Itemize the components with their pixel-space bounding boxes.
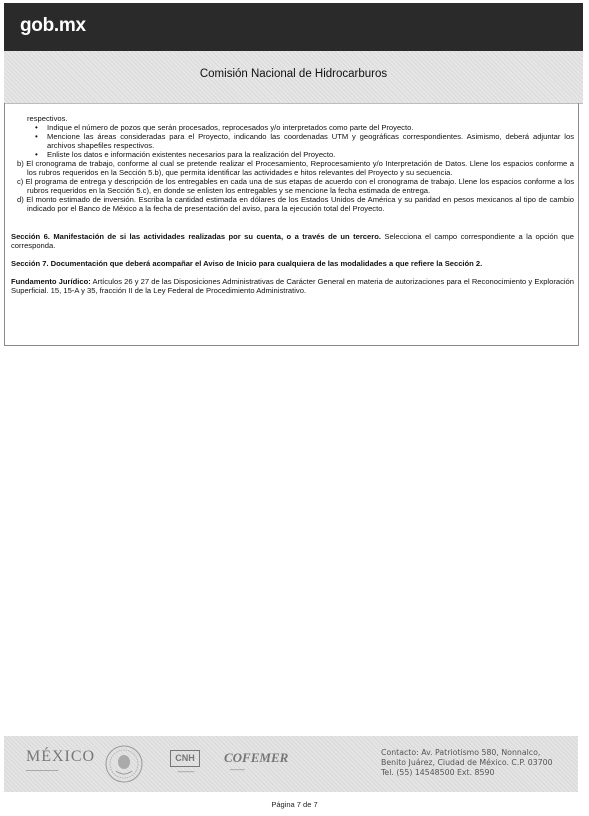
section-6-text: Selecciona el campo correspondiente a la opción que corresponda. xyxy=(11,232,574,250)
page-number: Página 7 de 7 xyxy=(271,800,318,809)
section-6 xyxy=(11,232,574,250)
mexico-logo: MÉXICO xyxy=(26,748,96,765)
list-item: d) El monto estimado de inversión. Escriba la cantidad estimada en dólares de los Estados Unidos de América y su paridad en pesos mexicanos al tipo de cambio indicado por el Banco de México a la fecha de presentación del aviso, para la ejecución total del Proyecto. xyxy=(17,195,574,213)
fundamento xyxy=(11,277,574,295)
cofemer-logo: COFEMER xyxy=(224,750,289,765)
agency-bar xyxy=(4,51,583,104)
bullet-item: • Enliste los datos e información existentes necesarios para la realización del Proyecto. xyxy=(47,150,574,159)
list-item: c) El programa de entrega y descripción de los entregables en cada una de sus etapas de acuerdo con el cronograma de trabajo. Llene los espacios conforme a los rubros requeridos en la Sección 5.c), en donde se enlisten los entregables y se mencione la fecha estimada de entrega. xyxy=(17,177,574,195)
bullet-list xyxy=(11,123,574,159)
document-content xyxy=(4,103,579,346)
agency-name: Comisión Nacional de Hidrocarburos xyxy=(199,68,388,80)
list-item: b) El cronograma de trabajo, conforme al cual se pretende realizar el Procesamiento, Reprocesamiento y/o Interpretación de Datos. Llene los espacios conforme a los rubros requeridos en la Sección 5.b), que permita identificar las actividades e hitos relevantes del Proyecto y su secuencia. xyxy=(17,159,574,177)
bullet-item: • Indique el número de pozos que serán procesados, reprocesados y/o interpretados como parte del Proyecto. xyxy=(47,123,574,132)
header-bar xyxy=(4,3,583,51)
section-7-title: Sección 7. Documentación que deberá acompañar el Aviso de Inicio para cualquiera de las modalidades a que refiere la Sección 2. xyxy=(11,259,483,268)
cnh-logo-subline: ━━━━━━━━ xyxy=(177,770,195,774)
contact-line: Benito Juárez, Ciudad de México. C.P. 03700 xyxy=(381,758,553,767)
cofemer-logo-subline: ━━━━━━━ xyxy=(230,768,245,772)
national-seal-icon xyxy=(104,744,144,784)
contact-line: Contacto: Av. Patriotismo 580, Nonnalco, xyxy=(381,748,541,757)
section-7 xyxy=(11,259,574,268)
bullet-item: • Mencione las áreas consideradas para el Proyecto, indicando las coordenadas UTM y geográficas correspondientes. Asimismo, deberá adjuntar los archivos shapefiles respectivos. xyxy=(47,132,574,150)
section-6-title: Sección 6. Manifestación de si las actividades realizadas por su cuenta, o a través de un tercero. xyxy=(11,232,381,241)
lead-text: respectivos. xyxy=(27,114,68,123)
cnh-logo: CNH xyxy=(170,750,200,767)
mexico-logo-subline: ━━━━━━━━━━━━ xyxy=(26,768,59,773)
contact-info xyxy=(381,748,553,778)
gobmx-logo[interactable]: gob.mx xyxy=(20,15,86,36)
fundamento-text: Artículos 26 y 27 de las Disposiciones Administrativas de Carácter General en materia de autorizaciones para el Reconocimiento y Exploración Superficial. 15, 15-A y 35, fracción II de la Ley Federal de Procedimiento Administrativo. xyxy=(11,277,575,295)
footer-band xyxy=(4,736,578,792)
contact-line: Tel. (55) 14548500 Ext. 8590 xyxy=(381,768,495,777)
fundamento-title: Fundamento Jurídico: xyxy=(11,277,91,286)
